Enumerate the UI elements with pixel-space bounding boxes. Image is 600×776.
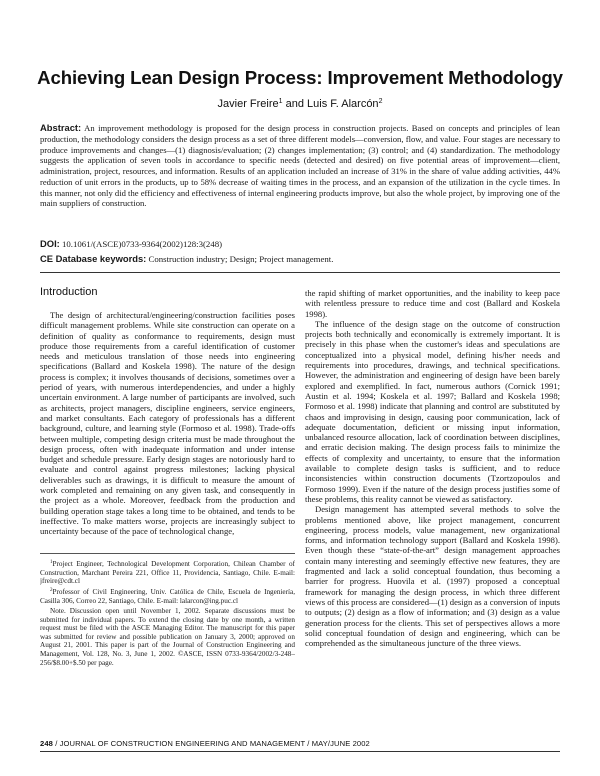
author-joiner: and — [282, 98, 308, 110]
doi-value: 10.1061/(ASCE)0733-9364(2002)128:3(248) — [62, 239, 223, 249]
page-number: 248 — [40, 739, 53, 748]
keywords-value: Construction industry; Design; Project management. — [148, 254, 334, 264]
section-heading-introduction: Introduction — [40, 286, 98, 298]
footnotes-block — [40, 559, 295, 735]
header-divider — [40, 272, 560, 273]
footnote-divider — [40, 553, 295, 554]
keywords-label: CE Database keywords: — [40, 253, 147, 264]
body-column-right — [305, 288, 560, 758]
doi-label: DOI: — [40, 238, 60, 249]
footnote-text: Project Engineer, Technological Development Corporation, Chilean Chamber of Construction, Marchant Pereira 221, Office 11, Providencia, Santiago, Chile. E-mail: jfreire@cdt.cl — [40, 560, 295, 586]
body-paragraph: the rapid shifting of market opportunities, and the inability to keep pace with relentless pressure to reduce time and cost (Ballard and Koskela 1998). — [305, 288, 560, 319]
author-2-affiliation-mark: 2 — [378, 98, 383, 105]
footnote-mark: 1 — [50, 560, 53, 565]
abstract-block — [40, 123, 560, 209]
footnote-note — [40, 607, 295, 667]
doi-line — [40, 238, 560, 249]
body-column-left — [40, 310, 295, 550]
footnote-mark: 2 — [50, 588, 53, 594]
footnote-2 — [40, 587, 295, 605]
footnote-text: Professor of Civil Engineering, Univ. Católica de Chile, Escuela de Ingeniería, Casilla 306, Correo 22, Santiago, Chile. E-mail: lalarcon@ing.puc.cl — [40, 588, 295, 605]
journal-name: / JOURNAL OF CONSTRUCTION ENGINEERING AND MANAGEMENT / MAY/JUNE 2002 — [52, 739, 370, 748]
body-paragraph: Design management has attempted several methods to solve the problems mentioned above, like project management, concurrent engineering, process models, value management, new organizational forms, and information technology support (Ballard and Koskela 1998). Even though these “state-of-the-art” design management approaches contain many interesting and seemingly effective new features, they are fragmented and lack a solid conceptual foundation, thus becoming a barrier for progress. Huovila et al. (1997) proposed a conceptual framework for managing the design process, in which three different views of this process are considered—(1) design as a conversion of inputs to outputs; (2) design as a flow of information; and (3) design as a value generation process for the clients. This set of perspectives allows a more solid conceptual foundation of design and engineering, which can be comprehended as the simultaneous juncture of the three views. — [305, 504, 560, 649]
author-1: Javier Freire — [217, 98, 279, 110]
abstract-text: An improvement methodology is proposed for the design process in construction projects. Based on concepts and principles of lean production, the methodology considers the design process as a set of three different models—conversion, flow, and value. Four stages are necessary to produce improvements and changes—(1) diagnosis/evaluation; (2) changes implementation; (3) control; and (4) standardization. The methodology suggests the application of seven tools in accordance to specific needs (detected and desired) on five potential areas of improvement—client, administration, project, resources, and information. Results of an application included an increase of 31% in the share of value adding activities, 44% reduction of unit errors in the products, up to 58% decrease of waiting times in the process, and an expansion of the utilization in the cycle times. In this manner, not only did the efficiency and effectiveness of internal engineering products improve, but also the whole project, by improving one of the main suppliers of construction. — [40, 123, 560, 209]
author-1-affiliation-mark: 1 — [278, 98, 283, 105]
author-line — [30, 98, 570, 110]
body-paragraph: The design of architectural/engineering/construction facilities poses difficult management problems. While site construction can operate on a definition of quality as conformance to requirements, design must produce those requirements from a careful identification of customer needs and meticulous translation of those needs into engineering specifications (Ballard and Koskela 1998). The nature of the design process is complex; it involves thousands of decisions, sometimes over a period of years, with numerous interdependencies, and under a highly uncertain environment. A large number of participants are involved, such as architects, project managers, discipline engineers, service engineers, and market consultants. Each category of professionals has a different background, culture, and learning style (Formoso et al. 1998). Trade-offs between multiple, competing design criteria must be made throughout the design process, often with inadequate information and under intense budget and schedule pressure. Early design stages are notoriously hard to evaluate and control against progress milestones; lacking physical deliverables such as drawings, it is difficult to measure the amount of work completed and remaining on any given task, and consequently in the project as a whole. Moreover, feedback from the production and building operation stage takes a long time to be obtained, and tends to be ineffective. To make matters worse, projects are increasingly subject to uncertainty because of the pace of technological change, — [40, 310, 295, 537]
paper-title: Achieving Lean Design Process: Improvement Methodology — [37, 67, 563, 88]
keywords-line — [40, 253, 560, 264]
body-paragraph: The influence of the design stage on the outcome of construction projects both technically and economically is extremely important. It is precisely in this phase when the customer's ideas and speculations are conceptualized into a physical model, defining his/her needs and requirements into procedures, drawings, and technical specifications. However, the administration and engineering of design have been barely explored and exemplified. In fact, numerous authors (Cornick 1991; Austin et al. 1994; Koskela et al. 1997; Ballard and Koskela 1998; Formoso et al. 1998) indicate that planning and control are substituted by chaos and improvising in design, causing poor communication, lack of adequate documentation, deficient or missing input information, unbalanced resource allocation, lack of coordination between disciplines, and erratic decision making. The design process fails to minimize the effects of complexity and uncertainty, to ensure that the information available to complete design tasks is sufficient, and to reduce inconsistencies within construction documents (Tzortzopoulos and Formoso 1999). Even if the nature of the design process justifies some of these problems, this reality cannot be viewed as satisfactory. — [305, 318, 560, 504]
running-footer — [40, 739, 560, 748]
author-2: Luis F. Alarcón — [307, 98, 379, 110]
abstract-label: Abstract: — [40, 122, 82, 133]
footnote-text: Note. Discussion open until November 1, 2002. Separate discussions must be submitted for individual papers. To extend the closing date by one month, a written request must be filed with the ASCE Managing Editor. The manuscript for this paper was submitted for review and possible publication on January 3, 2000; approved on August 21, 2001. This paper is part of the Journal of Construction Engineering and Management, Vol. 128, No. 3, June 1, 2002. ©ASCE, ISSN 0733-9364/2002/3-248–256/$8.00+$.50 per page. — [40, 606, 295, 667]
footnote-1 — [40, 559, 295, 586]
footer-divider — [40, 751, 560, 752]
